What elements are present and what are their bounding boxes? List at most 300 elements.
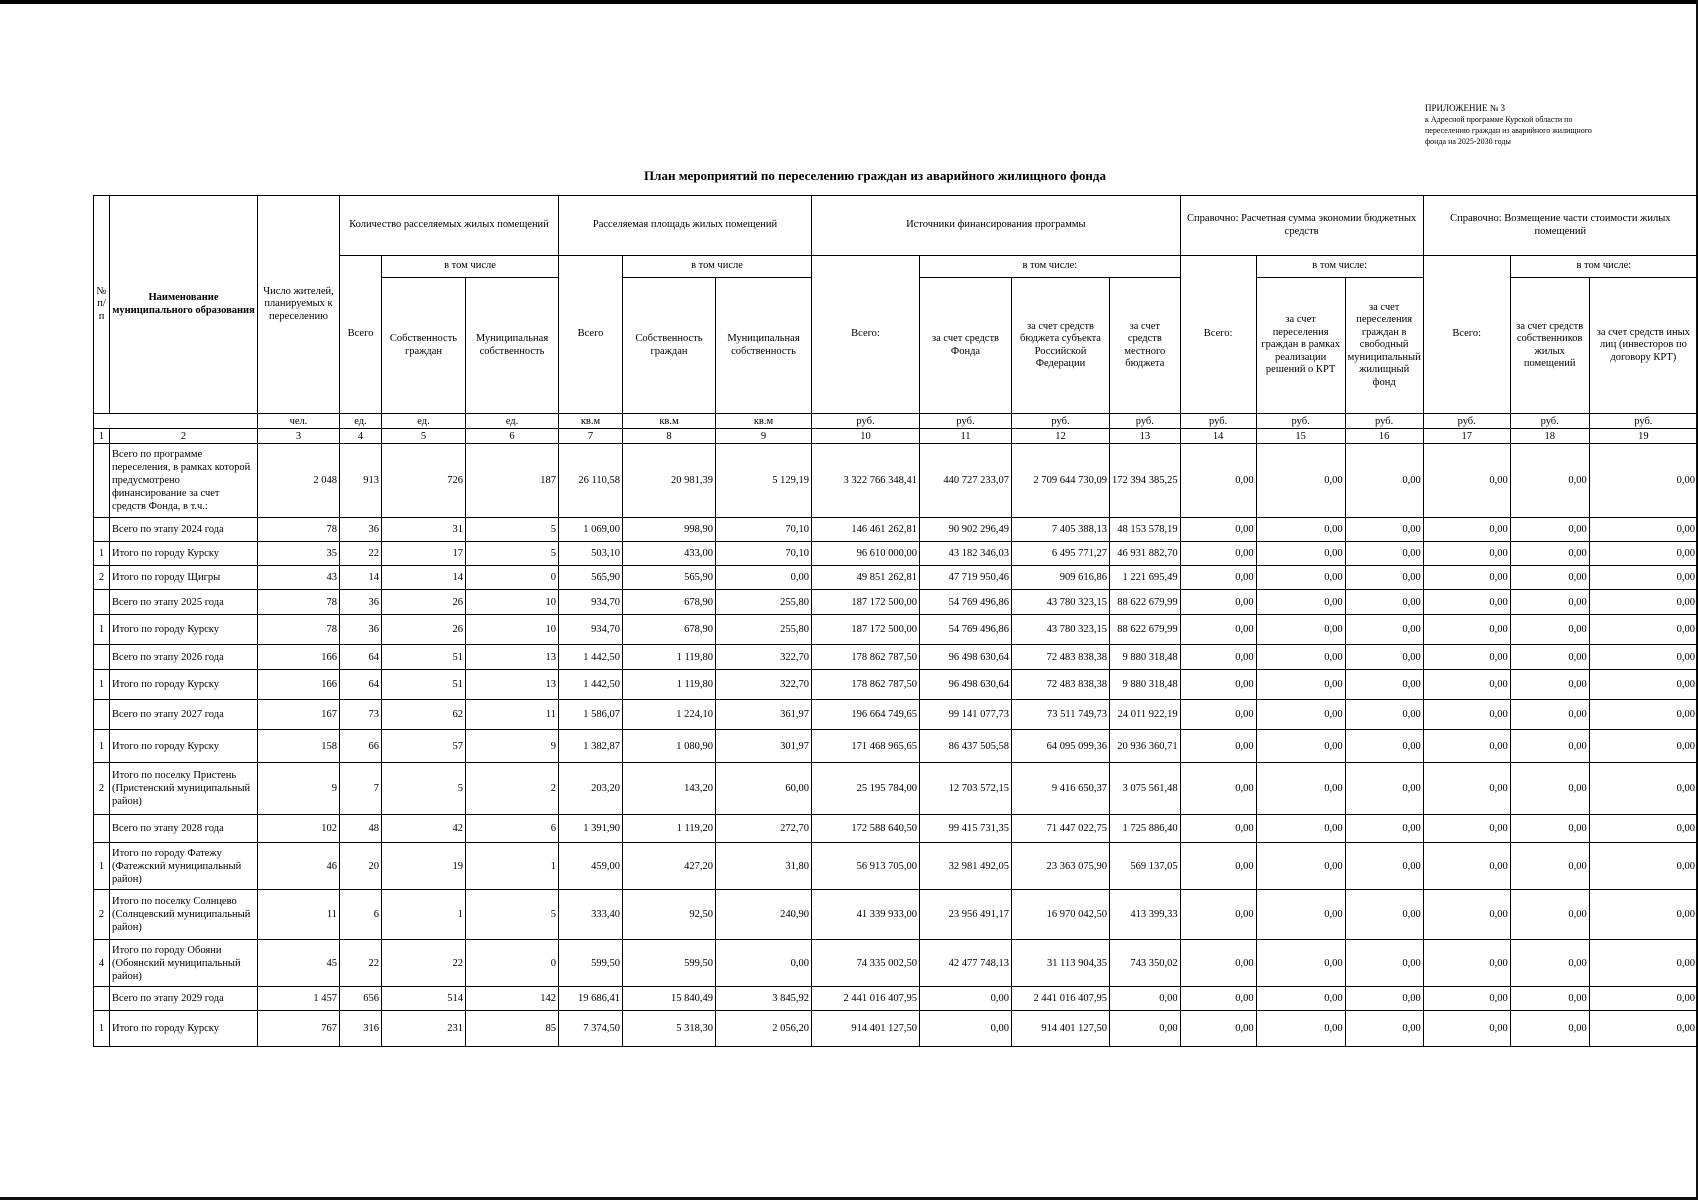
row-number: 1 [94,843,110,890]
value-cell: 0,00 [1256,566,1345,590]
value-cell: 187 172 500,00 [812,615,920,645]
value-cell: 0,00 [1589,700,1697,730]
value-cell: 0,00 [1180,615,1256,645]
header-area-group: Расселяемая площадь жилых помещений [559,196,812,256]
value-cell: 167 [258,700,340,730]
appendix-title: ПРИЛОЖЕНИЕ № 3 [1425,103,1506,113]
row-number: 1 [94,730,110,763]
value-cell: 19 [382,843,466,890]
value-cell: 7 374,50 [559,1011,623,1047]
header-investors: за счет средств иных лиц (инвесторов по договору КРТ) [1589,278,1697,414]
value-cell: 71 447 022,75 [1012,815,1110,843]
value-cell: 0,00 [1589,670,1697,700]
header-residents: Число жителей, планируемых к переселению [258,196,340,414]
value-cell: 0,00 [1345,566,1423,590]
value-cell: 0,00 [1510,843,1589,890]
value-cell: 0,00 [1589,763,1697,815]
value-cell: 46 931 882,70 [1110,542,1181,566]
value-cell: 166 [258,645,340,670]
column-number: 16 [1345,429,1423,444]
value-cell: 565,90 [559,566,623,590]
value-cell: 1 119,80 [623,645,716,670]
value-cell: 0,00 [1256,890,1345,940]
value-cell: 0,00 [1423,730,1510,763]
value-cell: 0,00 [1589,615,1697,645]
header-compensation-group: Справочно: Возмещение части стоимости жилых помещений [1423,196,1697,256]
column-number: 2 [110,429,258,444]
value-cell: 26 110,58 [559,444,623,518]
column-number: 11 [920,429,1012,444]
value-cell: 0,00 [1180,730,1256,763]
value-cell: 0,00 [1180,890,1256,940]
value-cell: 0,00 [1510,590,1589,615]
value-cell: 6 495 771,27 [1012,542,1110,566]
value-cell: 0,00 [1589,1011,1697,1047]
unit-cell: руб. [1110,414,1181,429]
municipality-name: Всего по этапу 2027 года [110,700,258,730]
value-cell: 20 981,39 [623,444,716,518]
value-cell: 0,00 [1180,1011,1256,1047]
value-cell: 66 [340,730,382,763]
value-cell: 6 [466,815,559,843]
value-cell: 0,00 [1510,1011,1589,1047]
municipality-name: Всего по этапу 2029 года [110,987,258,1011]
table-row [94,645,1698,670]
value-cell: 43 780 323,15 [1012,590,1110,615]
value-cell: 0,00 [1423,615,1510,645]
value-cell: 36 [340,615,382,645]
table-row [94,843,1698,890]
value-cell: 514 [382,987,466,1011]
value-cell: 914 401 127,50 [1012,1011,1110,1047]
value-cell: 0,00 [1423,700,1510,730]
value-cell: 1 119,20 [623,815,716,843]
value-cell: 56 913 705,00 [812,843,920,890]
value-cell: 51 [382,645,466,670]
municipality-name: Итого по городу Курску [110,615,258,645]
value-cell: 1 080,90 [623,730,716,763]
value-cell: 459,00 [559,843,623,890]
unit-cell: руб. [812,414,920,429]
value-cell: 96 498 630,64 [920,670,1012,700]
value-cell: 3 845,92 [716,987,812,1011]
value-cell: 0,00 [1345,518,1423,542]
value-cell: 0,00 [1256,542,1345,566]
value-cell: 0,00 [1180,444,1256,518]
value-cell: 322,70 [716,645,812,670]
municipality-name: Итого по городу Курску [110,730,258,763]
value-cell: 5 [466,890,559,940]
value-cell: 9 [466,730,559,763]
value-cell: 440 727 233,07 [920,444,1012,518]
value-cell: 0,00 [1256,615,1345,645]
value-cell: 0,00 [1256,730,1345,763]
header-owners: за счет средств собственников жилых помещений [1510,278,1589,414]
value-cell: 2 [466,763,559,815]
value-cell: 20 936 360,71 [1110,730,1181,763]
value-cell: 0,00 [1256,843,1345,890]
value-cell: 413 399,33 [1110,890,1181,940]
value-cell: 0,00 [1345,730,1423,763]
value-cell: 599,50 [559,940,623,987]
value-cell: 88 622 679,99 [1110,590,1181,615]
value-cell: 0,00 [1510,940,1589,987]
municipality-name: Всего по этапу 2028 года [110,815,258,843]
units-blank [94,414,258,429]
value-cell: 0,00 [1256,590,1345,615]
value-cell: 316 [340,1011,382,1047]
value-cell: 0,00 [716,566,812,590]
row-number [94,444,110,518]
value-cell: 14 [382,566,466,590]
value-cell: 0,00 [1256,444,1345,518]
value-cell: 17 [382,542,466,566]
municipality-name: Всего по этапу 2026 года [110,645,258,670]
column-number: 7 [559,429,623,444]
value-cell: 743 350,02 [1110,940,1181,987]
unit-cell: руб. [1012,414,1110,429]
unit-cell: руб. [1256,414,1345,429]
municipality-name: Всего по этапу 2025 года [110,590,258,615]
value-cell: 5 129,19 [716,444,812,518]
value-cell: 0,00 [1256,670,1345,700]
value-cell: 1 [466,843,559,890]
value-cell: 11 [258,890,340,940]
column-number: 15 [1256,429,1345,444]
value-cell: 43 [258,566,340,590]
column-number: 18 [1510,429,1589,444]
unit-cell: кв.м [716,414,812,429]
value-cell: 73 511 749,73 [1012,700,1110,730]
value-cell: 240,90 [716,890,812,940]
value-cell: 0,00 [1345,590,1423,615]
column-number: 3 [258,429,340,444]
unit-cell: руб. [1345,414,1423,429]
value-cell: 0,00 [1256,1011,1345,1047]
value-cell: 0,00 [1256,645,1345,670]
value-cell: 42 477 748,13 [920,940,1012,987]
value-cell: 0,00 [1510,645,1589,670]
value-cell: 0 [466,566,559,590]
value-cell: 7 405 388,13 [1012,518,1110,542]
header-qty-own: Собственность граждан [382,278,466,414]
value-cell: 0,00 [1256,815,1345,843]
value-cell: 1 391,90 [559,815,623,843]
value-cell: 0,00 [1589,566,1697,590]
value-cell: 88 622 679,99 [1110,615,1181,645]
value-cell: 0,00 [1589,645,1697,670]
value-cell: 146 461 262,81 [812,518,920,542]
value-cell: 0,00 [1510,815,1589,843]
value-cell: 73 [340,700,382,730]
value-cell: 1 442,50 [559,670,623,700]
value-cell: 10 [466,615,559,645]
value-cell: 599,50 [623,940,716,987]
value-cell: 0,00 [1345,815,1423,843]
value-cell: 43 780 323,15 [1012,615,1110,645]
value-cell: 0,00 [1345,542,1423,566]
column-number: 8 [623,429,716,444]
header-fund: за счет средств Фонда [920,278,1012,414]
value-cell: 0,00 [1180,542,1256,566]
unit-cell: кв.м [623,414,716,429]
value-cell: 0,00 [1423,590,1510,615]
value-cell: 10 [466,590,559,615]
value-cell: 96 498 630,64 [920,645,1012,670]
table-row [94,518,1698,542]
value-cell: 51 [382,670,466,700]
value-cell: 2 048 [258,444,340,518]
value-cell: 35 [258,542,340,566]
unit-cell: руб. [1423,414,1510,429]
value-cell: 86 437 505,58 [920,730,1012,763]
column-number: 4 [340,429,382,444]
value-cell: 0,00 [1589,590,1697,615]
value-cell: 25 195 784,00 [812,763,920,815]
value-cell: 0,00 [1256,940,1345,987]
value-cell: 72 483 838,38 [1012,670,1110,700]
header-econ-total: Всего: [1180,256,1256,414]
value-cell: 3 322 766 348,41 [812,444,920,518]
value-cell: 13 [466,645,559,670]
table-row [94,940,1698,987]
value-cell: 0,00 [1180,645,1256,670]
header-free-fund: за счет переселения граждан в свободный муниципальный жилищный фонд [1345,278,1423,414]
value-cell: 99 141 077,73 [920,700,1012,730]
value-cell: 1 221 695,49 [1110,566,1181,590]
unit-cell: руб. [920,414,1012,429]
column-number: 10 [812,429,920,444]
value-cell: 96 610 000,00 [812,542,920,566]
value-cell: 0,00 [1510,518,1589,542]
value-cell: 913 [340,444,382,518]
value-cell: 1 [382,890,466,940]
value-cell: 0,00 [1180,590,1256,615]
units-row [94,414,1698,429]
value-cell: 0,00 [1423,444,1510,518]
value-cell: 0,00 [1110,1011,1181,1047]
value-cell: 0,00 [1345,987,1423,1011]
row-number: 1 [94,1011,110,1047]
column-number-row [94,429,1698,444]
table-row [94,615,1698,645]
scan-top-border [0,0,1698,4]
value-cell: 503,10 [559,542,623,566]
header-area-municipal: Муниципальная собственность [716,278,812,414]
value-cell: 427,20 [623,843,716,890]
value-cell: 914 401 127,50 [812,1011,920,1047]
value-cell: 767 [258,1011,340,1047]
column-number: 9 [716,429,812,444]
header-name: Наименование муниципального образования [110,196,258,414]
value-cell: 0,00 [1423,1011,1510,1047]
value-cell: 166 [258,670,340,700]
value-cell: 272,70 [716,815,812,843]
column-number: 14 [1180,429,1256,444]
value-cell: 0,00 [1256,763,1345,815]
table-row [94,890,1698,940]
value-cell: 0 [466,940,559,987]
value-cell: 23 956 491,17 [920,890,1012,940]
table-row [94,700,1698,730]
unit-cell: кв.м [559,414,623,429]
value-cell: 48 153 578,19 [1110,518,1181,542]
header-qty-total: Всего [340,256,382,414]
value-cell: 0,00 [1423,763,1510,815]
unit-cell: ед. [340,414,382,429]
value-cell: 0,00 [1345,843,1423,890]
value-cell: 0,00 [1510,670,1589,700]
table-row [94,987,1698,1011]
value-cell: 909 616,86 [1012,566,1110,590]
value-cell: 565,90 [623,566,716,590]
value-cell: 2 441 016 407,95 [1012,987,1110,1011]
value-cell: 0,00 [1345,444,1423,518]
appendix-line: к Адресной программе Курской области по [1425,115,1573,124]
value-cell: 0,00 [920,1011,1012,1047]
value-cell: 0,00 [1256,700,1345,730]
value-cell: 0,00 [1423,987,1510,1011]
municipality-name: Итого по городу Обояни (Обоянский муниципальный район) [110,940,258,987]
value-cell: 0,00 [1510,700,1589,730]
value-cell: 0,00 [716,940,812,987]
value-cell: 42 [382,815,466,843]
value-cell: 15 840,49 [623,987,716,1011]
column-number: 17 [1423,429,1510,444]
value-cell: 998,90 [623,518,716,542]
municipality-name: Итого по городу Курску [110,1011,258,1047]
value-cell: 934,70 [559,590,623,615]
value-cell: 1 382,87 [559,730,623,763]
value-cell: 36 [340,590,382,615]
table-row [94,444,1698,518]
value-cell: 64 095 099,36 [1012,730,1110,763]
value-cell: 0,00 [1423,542,1510,566]
value-cell: 187 [466,444,559,518]
unit-cell: чел. [258,414,340,429]
row-number: 1 [94,542,110,566]
value-cell: 14 [340,566,382,590]
appendix-line: фонда на 2025-2030 годы [1425,137,1511,146]
value-cell: 178 862 787,50 [812,645,920,670]
value-cell: 54 769 496,86 [920,590,1012,615]
value-cell: 0,00 [1345,700,1423,730]
value-cell: 13 [466,670,559,700]
value-cell: 0,00 [1180,700,1256,730]
value-cell: 0,00 [1510,444,1589,518]
value-cell: 0,00 [1589,940,1697,987]
value-cell: 0,00 [1423,815,1510,843]
value-cell: 26 [382,590,466,615]
value-cell: 1 725 886,40 [1110,815,1181,843]
header-subject-budget: за счет средств бюджета субъекта Российской Федерации [1012,278,1110,414]
value-cell: 22 [382,940,466,987]
value-cell: 60,00 [716,763,812,815]
unit-cell: руб. [1510,414,1589,429]
value-cell: 49 851 262,81 [812,566,920,590]
header-local-budget: за счет средств местного бюджета [1110,278,1181,414]
value-cell: 1 586,07 [559,700,623,730]
value-cell: 22 [340,542,382,566]
value-cell: 31 113 904,35 [1012,940,1110,987]
value-cell: 2 441 016 407,95 [812,987,920,1011]
header-krt: за счет переселения граждан в рамках реализации решений о КРТ [1256,278,1345,414]
value-cell: 0,00 [1180,843,1256,890]
value-cell: 5 [466,518,559,542]
value-cell: 24 011 922,19 [1110,700,1181,730]
value-cell: 23 363 075,90 [1012,843,1110,890]
value-cell: 19 686,41 [559,987,623,1011]
municipality-name: Всего по этапу 2024 года [110,518,258,542]
value-cell: 143,20 [623,763,716,815]
value-cell: 20 [340,843,382,890]
value-cell: 36 [340,518,382,542]
value-cell: 0,00 [1510,615,1589,645]
value-cell: 0,00 [1180,987,1256,1011]
value-cell: 0,00 [1256,518,1345,542]
value-cell: 2 056,20 [716,1011,812,1047]
header-area-total: Всего [559,256,623,414]
municipality-name: Итого по поселку Солнцево (Солнцевский муниципальный район) [110,890,258,940]
value-cell: 678,90 [623,615,716,645]
value-cell: 0,00 [1589,730,1697,763]
value-cell: 16 970 042,50 [1012,890,1110,940]
value-cell: 171 468 965,65 [812,730,920,763]
value-cell: 0,00 [1589,890,1697,940]
municipality-name: Всего по программе переселения, в рамках которой предусмотрено финансирование за счет средств Фонда, в т.ч.: [110,444,258,518]
value-cell: 47 719 950,46 [920,566,1012,590]
value-cell: 433,00 [623,542,716,566]
appendix-note [1425,103,1635,147]
row-number [94,815,110,843]
value-cell: 70,10 [716,518,812,542]
value-cell: 5 318,30 [623,1011,716,1047]
value-cell: 5 [382,763,466,815]
value-cell: 0,00 [1180,815,1256,843]
value-cell: 1 457 [258,987,340,1011]
value-cell: 0,00 [1345,890,1423,940]
table-row [94,566,1698,590]
unit-cell: ед. [382,414,466,429]
value-cell: 0,00 [1423,670,1510,700]
header-financing-group: Источники финансирования программы [812,196,1181,256]
value-cell: 0,00 [1589,987,1697,1011]
value-cell: 12 703 572,15 [920,763,1012,815]
header-economy-group: Справочно: Расчетная сумма экономии бюджетных средств [1180,196,1423,256]
value-cell: 0,00 [1510,763,1589,815]
header-area-incl: в том числе [623,256,812,278]
value-cell: 934,70 [559,615,623,645]
value-cell: 72 483 838,38 [1012,645,1110,670]
value-cell: 45 [258,940,340,987]
value-cell: 0,00 [1510,542,1589,566]
value-cell: 231 [382,1011,466,1047]
value-cell: 301,97 [716,730,812,763]
value-cell: 85 [466,1011,559,1047]
value-cell: 0,00 [1510,987,1589,1011]
resettlement-plan-table [93,195,1698,1047]
row-number [94,518,110,542]
value-cell: 0,00 [1345,940,1423,987]
table-row [94,542,1698,566]
column-number: 13 [1110,429,1181,444]
header-fin-total: Всего: [812,256,920,414]
value-cell: 0,00 [1589,815,1697,843]
value-cell: 142 [466,987,559,1011]
value-cell: 1 224,10 [623,700,716,730]
value-cell: 0,00 [1423,890,1510,940]
value-cell: 78 [258,590,340,615]
